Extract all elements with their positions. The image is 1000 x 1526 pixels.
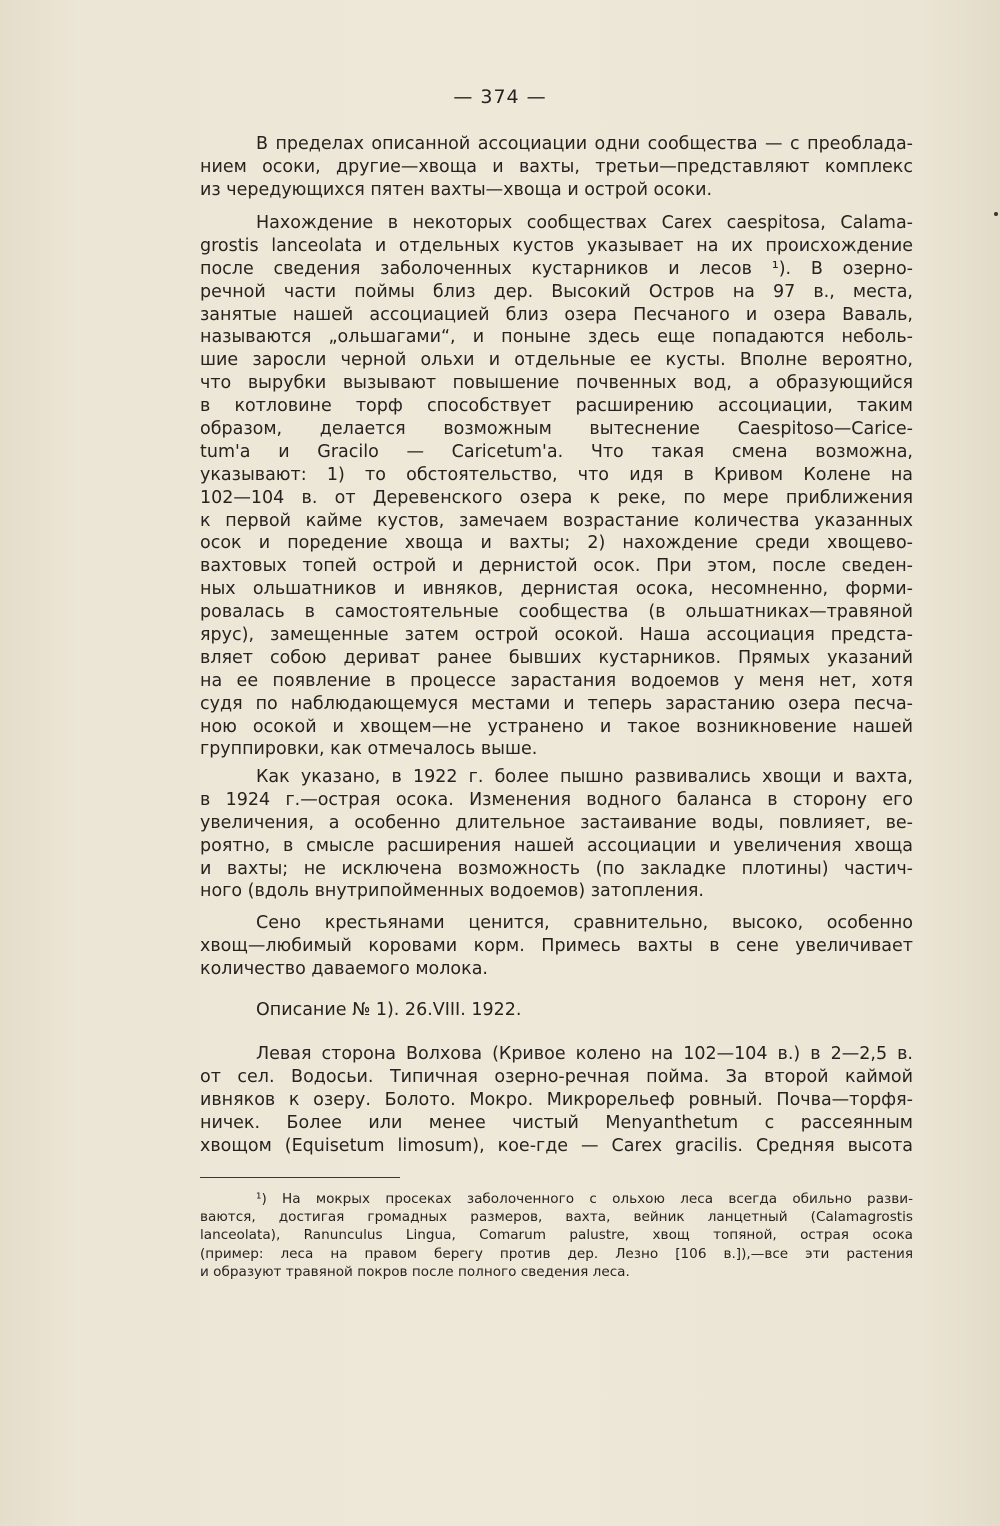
paragraph-3 xyxy=(200,766,913,903)
text-line: из чередующихся пятен вахты—хвоща и острой осоки. xyxy=(200,179,713,200)
text-line: увеличения, а особенно длительное застаивание воды, повлияет, ве- xyxy=(200,812,913,833)
text-line: называются „ольшагами“, и поныне здесь еще попадаются неболь- xyxy=(200,327,913,348)
text-line: 102—104 в. от Деревенского озера к реке, по мере приближения xyxy=(200,487,913,508)
page-number: — 374 — xyxy=(453,86,547,108)
paragraph-2 xyxy=(200,212,913,761)
text-line: хвощ—любимый коровами корм. Примесь вахты в сене увеличивает xyxy=(200,935,913,956)
text-line: нием осоки, другие—хвоща и вахты, третьи—представляют комплекс xyxy=(200,156,913,177)
text-line: ничек. Более или менее чистый Menyanthetum с рассеянным xyxy=(200,1112,913,1133)
footnote-divider xyxy=(200,1177,400,1178)
footnote-line: и образуют травяной покров после полного сведения леса. xyxy=(200,1263,630,1280)
text-line: после сведения заболоченных кустарников и лесов ¹). В озерно- xyxy=(200,258,913,279)
text-line: указывают: 1) то обстоятельство, что идя в Кривом Колене на xyxy=(200,464,913,485)
footnote-line: ¹) На мокрых просеках заболоченного с ольхою леса всегда обильно разви- xyxy=(256,1191,913,1207)
footnote-line: ваются, достигая громадных размеров, вахта, вейник ланцетный (Calamagrostis xyxy=(200,1209,913,1226)
text-line: вахтовых топей острой и дернистой осок. При этом, после сведен- xyxy=(200,556,913,577)
text-line: речной части поймы близ дер. Высокий Остров на 97 в., места, xyxy=(200,281,913,302)
scan-speck xyxy=(994,212,998,216)
text-line: tum'a и Gracilo — Caricetum'a. Что такая смена возможна, xyxy=(200,441,913,462)
paragraph-1 xyxy=(200,133,913,202)
footnote-line: lanceolata), Ranunculus Lingua, Comarum palustre, хвощ топяной, острая осока xyxy=(200,1227,913,1244)
text-line: хвощом (Equisetum limosum), кое-где — Carex gracilis. Средняя высота xyxy=(200,1135,913,1156)
text-line: Левая сторона Волхова (Кривое колено на 102—104 в.) в 2—2,5 в. xyxy=(256,1044,913,1064)
text-line: судя по наблюдающемуся местами и теперь зарастанию озера песча- xyxy=(200,693,913,714)
text-line: образом, делается возможным вытеснение Caespitoso—Carice- xyxy=(200,419,913,440)
text-line: в 1924 г.—острая осока. Изменения водного баланса в сторону его xyxy=(200,789,913,810)
text-line: осок и поредение хвоща и вахты; 2) нахождение среди хвощево- xyxy=(200,533,913,554)
text-line: ровалась в самостоятельные сообщества (в ольшатниках—травяной xyxy=(200,602,913,623)
text-line: ярус), замещенные затем острой осокой. Наша ассоциация предста- xyxy=(200,625,913,646)
description-heading: Описание № 1). 26.VIII. 1922. xyxy=(256,1000,522,1020)
text-line: на ее появление в процессе зарастания водоемов у меня нет, хотя xyxy=(200,670,913,691)
text-line: и вахты; не исключена возможность (по закладке плотины) частич- xyxy=(200,858,913,879)
text-line: занятые нашей ассоциацией близ озера Песчаного и озера Ваваль, xyxy=(200,304,913,325)
text-line: вляет собою дериват ранее бывших кустарников. Прямых указаний xyxy=(200,647,913,668)
paragraph-4 xyxy=(200,912,913,981)
text-line: Как указано, в 1922 г. более пышно развивались хвощи и вахта, xyxy=(256,767,913,787)
text-line: шие заросли черной ольхи и отдельные ее кусты. Вполне вероятно, xyxy=(200,350,913,371)
footnote-line: (пример: леса на правом берегу против дер. Лезно [106 в.]),—все эти растения xyxy=(200,1245,913,1262)
text-line: Нахождение в некоторых сообществах Carex caespitosa, Calama- xyxy=(256,213,913,233)
text-line: ного (вдоль внутрипойменных водоемов) затопления. xyxy=(200,881,704,902)
text-line: что вырубки вызывают повышение почвенных вод, а образующийся xyxy=(200,373,913,394)
text-line: количество даваемого молока. xyxy=(200,958,488,979)
text-line: Сено крестьянами ценится, сравнительно, высоко, особенно xyxy=(256,913,913,933)
text-line: ных ольшатников и ивняков, дернистая осока, несомненно, форми- xyxy=(200,579,913,600)
text-line: группировки, как отмечалось выше. xyxy=(200,739,538,760)
text-line: в котловине торф способствует расширению ассоциации, таким xyxy=(200,396,913,417)
text-line: В пределах описанной ассоциации одни сообщества — с преоблада- xyxy=(256,134,913,154)
footnote xyxy=(200,1190,913,1281)
text-line: от сел. Водосьи. Типичная озерно-речная пойма. За второй каймой xyxy=(200,1066,913,1087)
text-line: grostis lanceolata и отдельных кустов указывает на их происхождение xyxy=(200,235,913,256)
text-line: роятно, в смысле расширения нашей ассоциации и увеличения хвоща xyxy=(200,835,913,856)
text-line: к первой кайме кустов, замечаем возрастание количества указанных xyxy=(200,510,913,531)
description-paragraph xyxy=(200,1043,913,1157)
text-line: ивняков к озеру. Болото. Мокро. Микрорельеф ровный. Почва—торфя- xyxy=(200,1089,913,1110)
text-line: ною осокой и хвощем—не устранено и такое возникновение нашей xyxy=(200,716,913,737)
